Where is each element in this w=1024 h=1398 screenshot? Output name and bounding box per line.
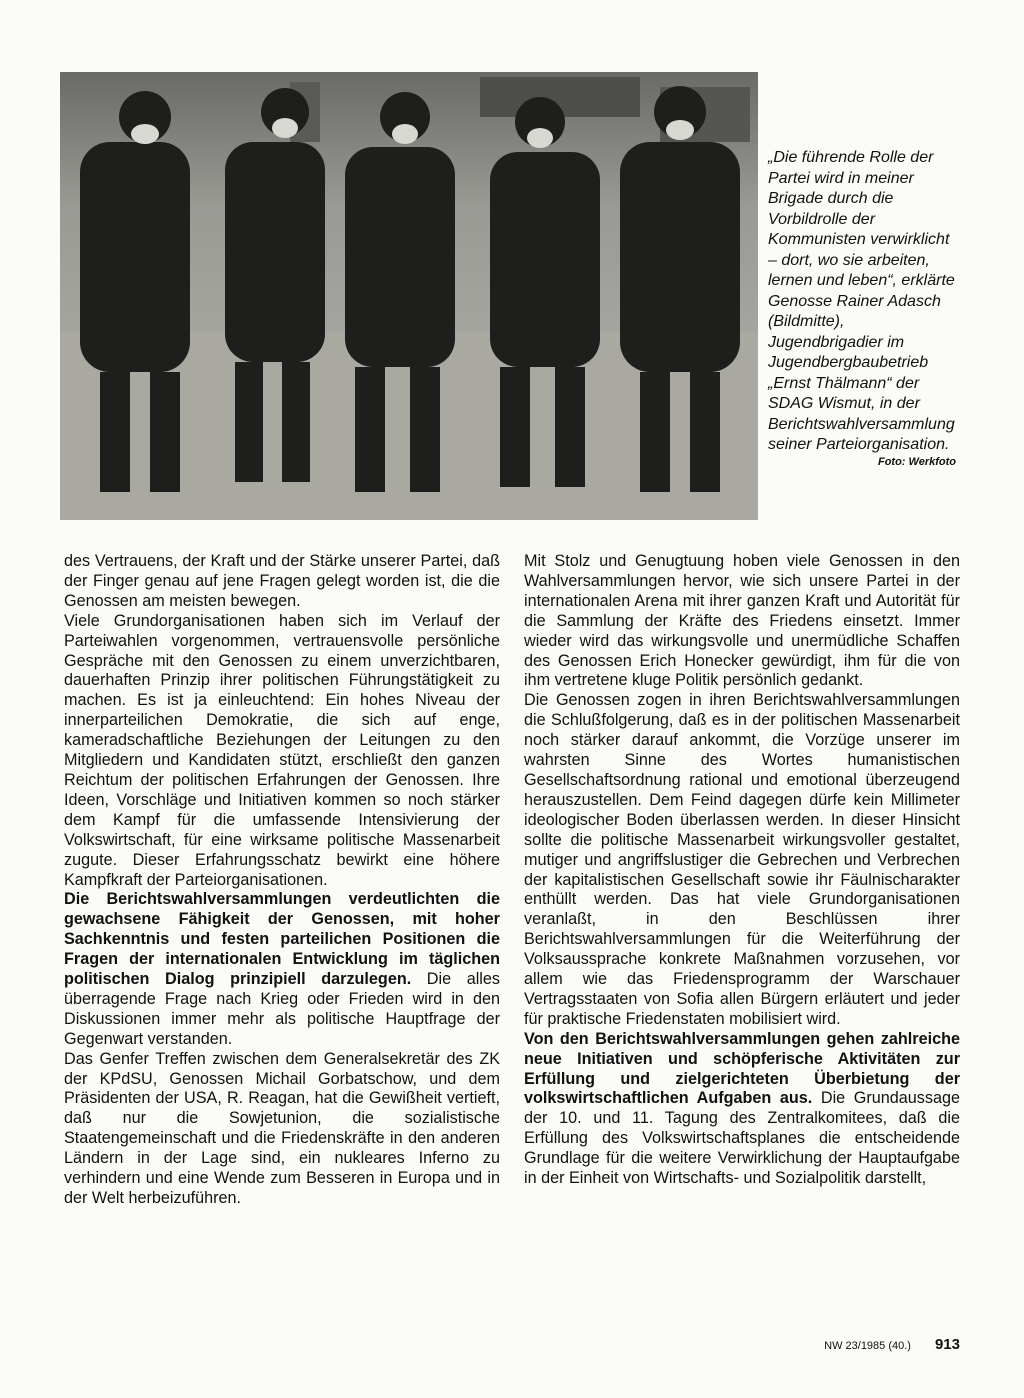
- issue-label: NW 23/1985 (40.): [824, 1340, 911, 1352]
- photo-credit: Foto: Werkfoto: [877, 455, 956, 468]
- paragraph: Mit Stolz und Genugtuung hoben viele Genossen in den Wahlversammlungen hervor, wie sich unsere Partei in der internationalen Arena mit ihrer ganzen Kraft und Autorität für die Sammlung der Kräfte des Friedens einsetzt. Immer wieder wird das wirkungsvolle und unermüdliche Schaffen des Genossen Erich Honecker gewürdigt, ihm für die von ihm vertretene kluge Politik persönlich gedankt.: [524, 552, 960, 690]
- paragraph: Das Genfer Treffen zwischen dem Generalsekretär des ZK der KPdSU, Genossen Michail Gorbatschow, und dem Präsidenten der USA, R. Reagan, hat die Gewißheit vertieft, daß nur die Sowjetunion, die sozialistische Staatengemeinschaft und die Friedenskräfte in den anderen Ländern in der Lage sind, ein nukleares Inferno zu verhindern und eine Wende zum Besseren in Europa und in der Welt herbeizuführen.: [64, 1049, 500, 1207]
- caption-text: „Die führende Rolle der Partei wird in meiner Brigade durch die Vorbildrolle der Kommunisten verwirklicht – dort, wo sie arbeiten, lernen und leben“, erklärte Genosse Rainer Adasch (Bildmitte), Jugendbrigadier im Jugendbergbaubetrieb „Ernst Thälmann“ der SDAG Wismut, in der Berichtswahlversammlung seiner Parteiorganisation.: [768, 149, 955, 453]
- page-footer: [760, 1336, 960, 1353]
- photo-caption: [768, 148, 956, 469]
- paragraph-rest: Die alles überragende Frage nach Krieg oder Frieden wird in den Diskussionen immer mehr als politische Hauptfrage der Gegenwart verstanden.: [64, 970, 500, 1048]
- paragraph-with-lead: [524, 1030, 960, 1189]
- page-number: 913: [934, 1336, 960, 1353]
- paragraph-with-lead: [64, 890, 500, 1049]
- photo-miners-icon: [60, 72, 758, 520]
- paragraph: des Vertrauens, der Kraft und der Stärke unserer Partei, daß der Finger genau auf jene Fragen gelegt worden ist, die die Genossen am meisten bewegen.: [64, 552, 500, 610]
- right-column: [524, 552, 960, 1189]
- paragraph: Viele Grundorganisationen haben sich im Verlauf der Parteiwahlen vorgenommen, vertrauensvolle persönliche Gespräche mit den Genossen zu einem unverzichtbaren, dauerhaften Prinzip ihrer politischen Führungstätigkeit zu machen. Es ist ja einleuchtend: Ein hohes Niveau der innerparteilichen Demokratie, die sich auf enge, kameradschaftliche Beziehungen der Leitungen zu den Mitgliedern und Kandidaten stützt, erschließt den ganzen Reichtum der politischen Erfahrungen der Genossen. Ihre Ideen, Vorschläge und Initiativen kommen so noch stärker dem Kampf für die umfassende Intensivierung der Volkswirtschaft, für eine wirksame politische Massenarbeit zugute. Dieser Erfahrungsschatz bewirkt eine höhere Kampfkraft der Parteiorganisationen.: [64, 611, 500, 889]
- paragraph: Die Genossen zogen in ihren Berichtswahlversammlungen die Schlußfolgerung, daß es in der politischen Massenarbeit noch stärker darauf ankommt, die Vorzüge unserer im wahrsten Sinne des Wortes humanistischen Gesellschaftsordnung rational und emotional überzeugend herauszustellen. Dem Feind dagegen dürfe kein Millimeter ideologischer Boden überlassen werden. In dieser Hinsicht sollte die politische Massenarbeit wirkungsvoller gestaltet, mutiger und angriffslustiger die Gebrechen und Verbrechen der kapitalistischen Gesellschaft sowie ihr Fäulnischarakter enthüllt werden. Das hat viele Grundorganisationen veranlaßt, in den Beschlüssen ihrer Berichtswahlversammlungen für die Weiterführung der Volksaussprache konkrete Maßnahmen vorzusehen, vor allem wie das Friedensprogramm der Warschauer Vertragsstaaten von Sofia allen Bürgern erläutert und jeder für praktische Friedenstaten mobilisiert wird.: [524, 691, 960, 1028]
- left-column: [64, 552, 500, 1209]
- bold-lead: Von den Berichtswahlversammlungen gehen zahlreiche neue Initiativen und schöpferische Aktivitäten zur Erfüllung und zielgerichteten Überbietung der volkswirtschaftlichen Aufgaben aus.: [524, 1029, 960, 1108]
- paragraph-rest: Die Grundaussage der 10. und 11. Tagung des Zentralkomitees, daß die Erfüllung des Volkswirtschaftsplanes die entscheidende Grundlage für die weitere Verwirklichung der Hauptaufgabe in der Einheit von Wirtschafts- und Sozialpolitik darstellt,: [524, 1089, 960, 1188]
- bold-lead: Die Berichtswahlversammlungen verdeutlichten die gewachsene Fähigkeit der Genossen, mit hoher Sachkenntnis und festen parteilichen Positionen die Fragen der internationalen Entwicklung im täglichen politischen Dialog prinzipiell darzulegen.: [64, 890, 500, 989]
- photo-five-miners: [60, 72, 758, 520]
